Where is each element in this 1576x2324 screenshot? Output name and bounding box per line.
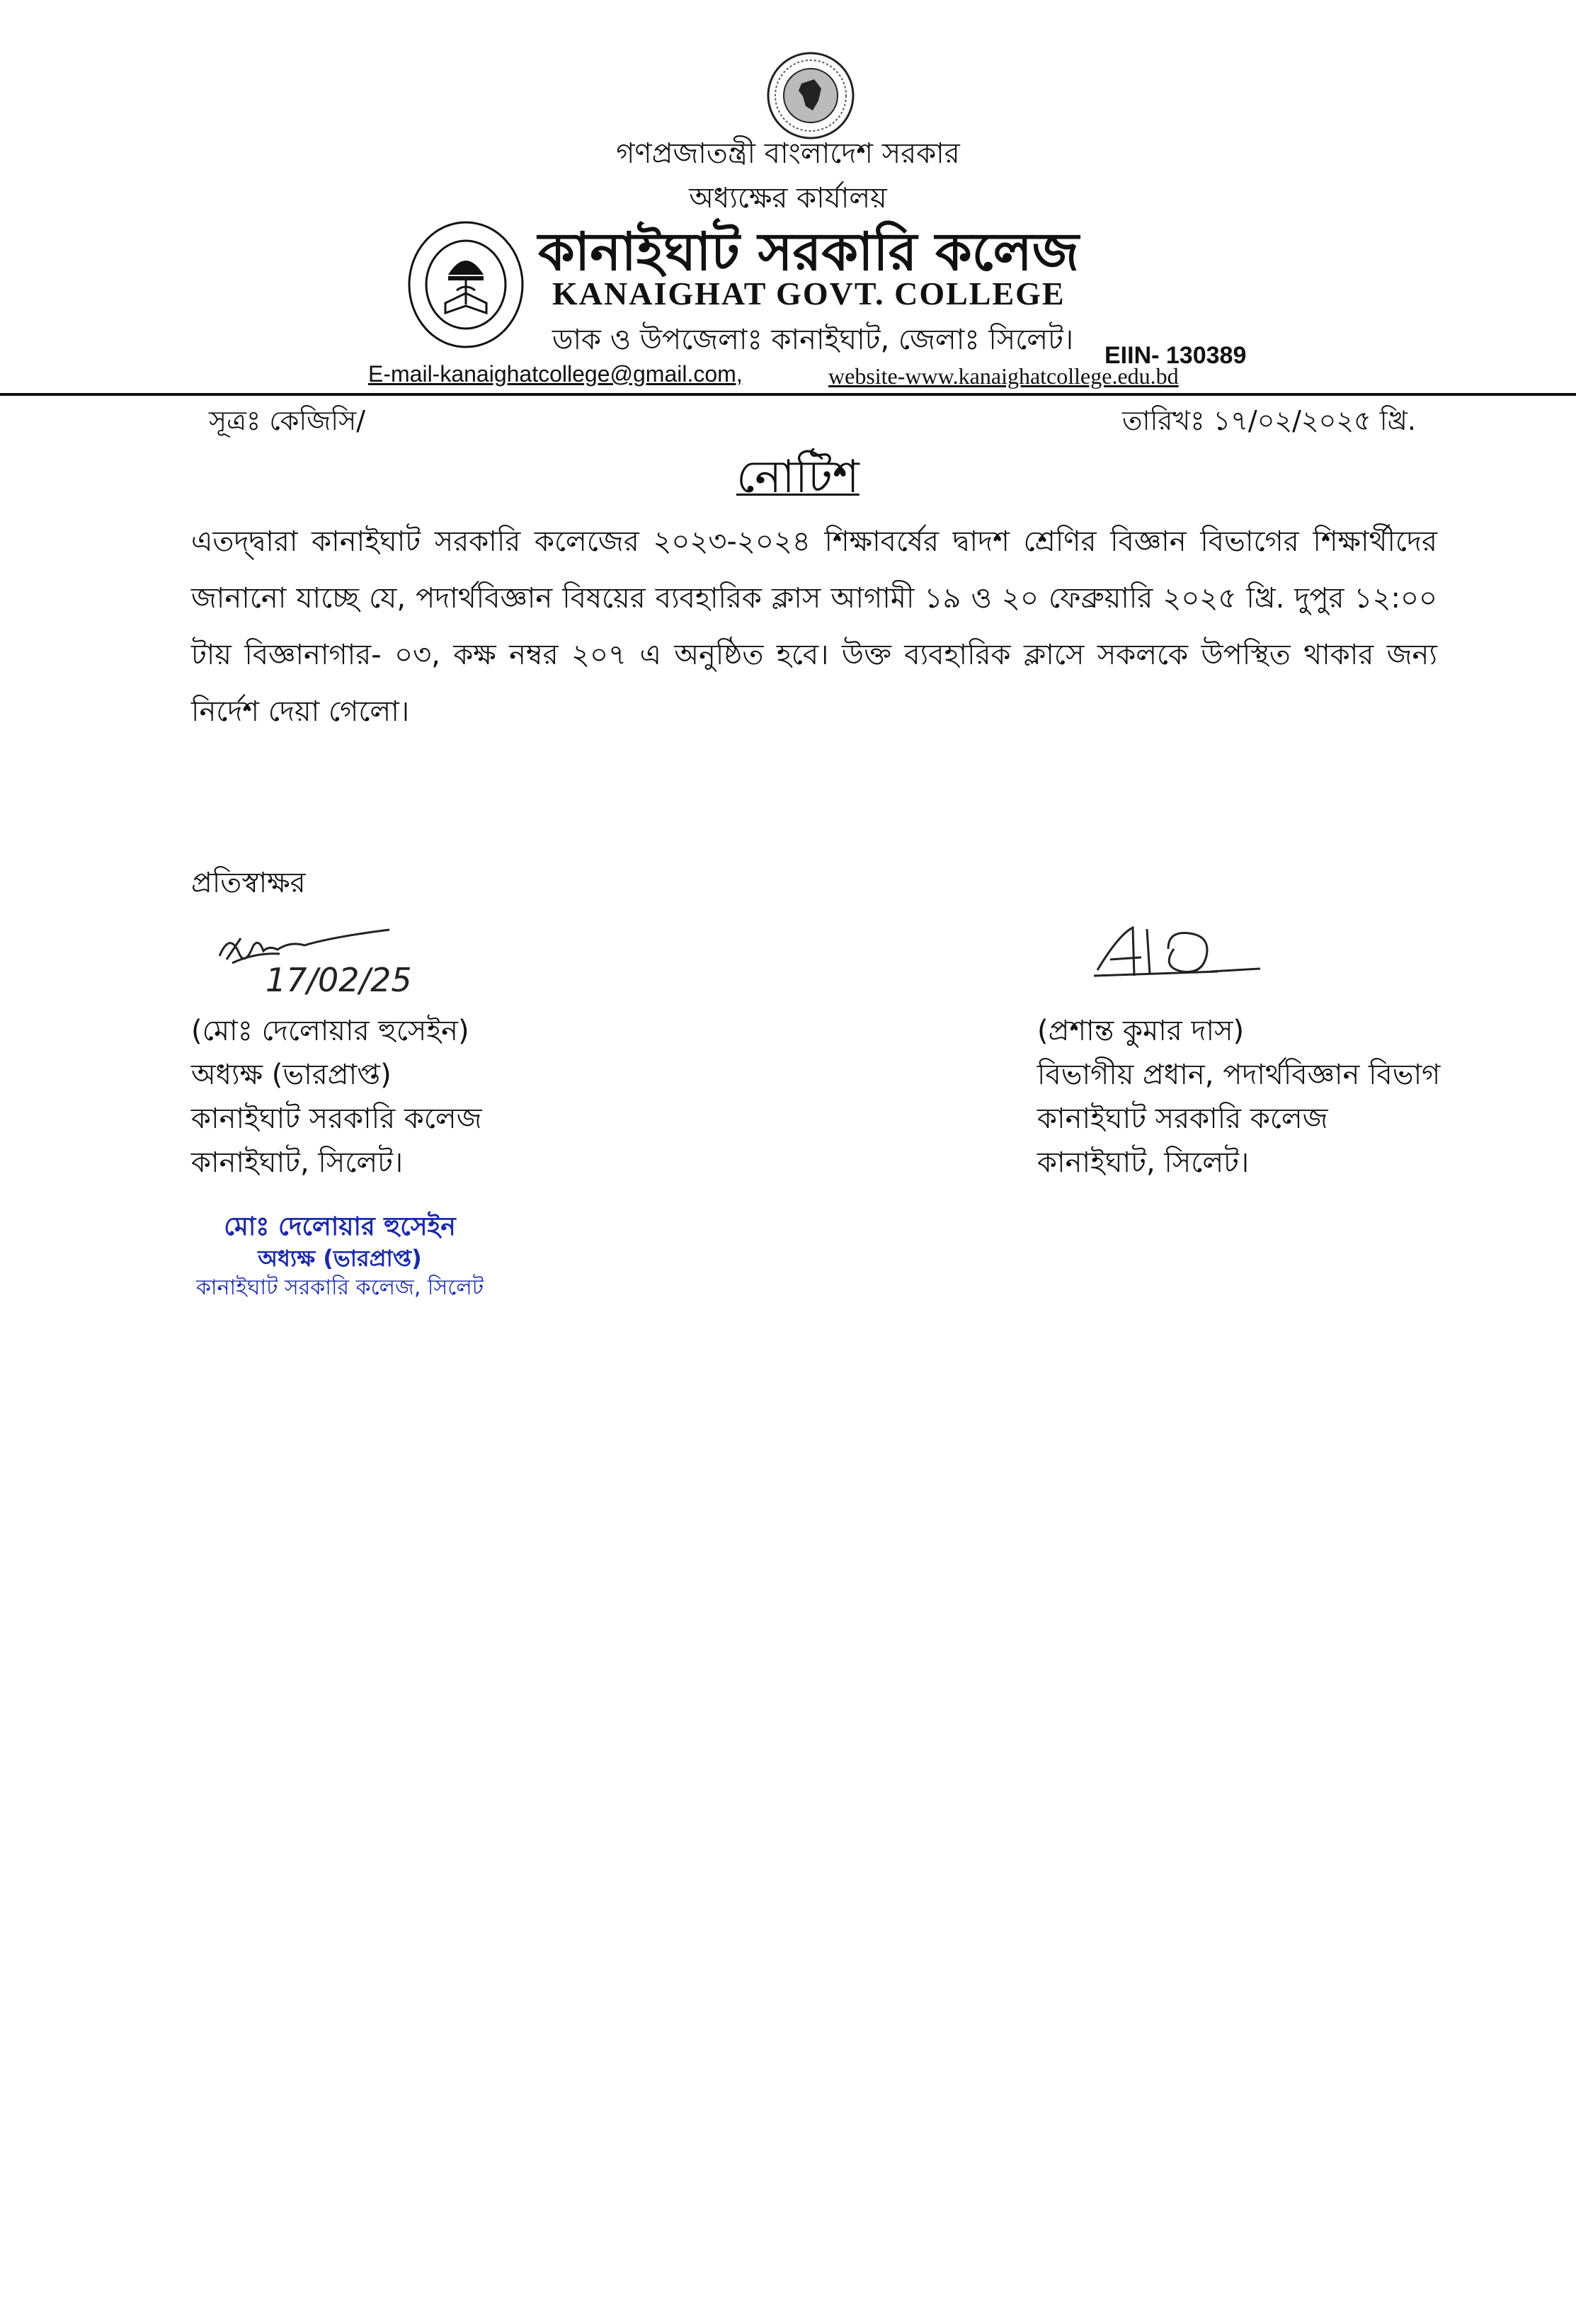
college-address: ডাক ও উপজেলাঃ কানাইঘাট, জেলাঃ সিলেট। — [552, 324, 1074, 356]
principal-stamp — [170, 1211, 510, 1303]
notice-title: নোটিশ — [736, 451, 860, 503]
principal-designation: অধ্যক্ষ (ভারপ্রাপ্ত) — [191, 1059, 392, 1091]
principal-location: কানাইঘাট, সিলেট। — [191, 1146, 404, 1179]
header-divider — [0, 393, 1576, 396]
principal-institution: কানাইঘাট সরকারি কলেজ — [191, 1103, 482, 1135]
head-location: কানাইঘাট, সিলেট। — [1037, 1146, 1250, 1179]
college-name-english: KANAIGHAT GOVT. COLLEGE — [552, 275, 1066, 312]
principal-signature — [212, 917, 439, 1002]
notice-body: এতদ্দ্বারা কানাইঘাট সরকারি কলেজের ২০২৩-২০২৪ শিক্ষাবর্ষের দ্বাদশ শ্রেণির বিজ্ঞান বিভাগের শিক্ষার্থীদের জানানো যাচ্ছে যে, পদার্থবিজ্ঞান বিষয়ের ব্যবহারিক ক্লাস আগামী ১৯ ও ২০ ফেব্রুয়ারি ২০২৫ খ্রি. দুপুর ১২:০০ টায় বিজ্ঞানাগার- ০৩, কক্ষ নম্বর ২০৭ এ অনুষ্ঠিত হবে। উক্ত ব্যবহারিক ক্লাসে সকলকে উপস্থিত থাকার জন্য নির্দেশ দেয়া গেলো। — [191, 525, 1437, 728]
college-logo — [406, 220, 526, 351]
principal-name: (মোঃ দেলোয়ার হুসেইন) — [191, 1015, 469, 1047]
website-link[interactable]: website-www.kanaighatcollege.edu.bd — [828, 363, 1179, 389]
head-name: (প্রশান্ত কুমার দাস) — [1037, 1015, 1245, 1047]
email-link[interactable]: E-mail-kanaighatcollege@gmail.com, — [368, 361, 743, 387]
handwritten-date: 17/02/25 — [265, 961, 412, 999]
notice-date: তারিখঃ ১৭/০২/২০২৫ খ্রি. — [1121, 405, 1416, 436]
stamp-designation: অধ্যক্ষ (ভারপ্রাপ্ত) — [258, 1245, 422, 1272]
stamp-institution: কানাইঘাট সরকারি কলেজ, সিলেট — [195, 1275, 484, 1300]
office-line: অধ্যক্ষের কার্যালয় — [689, 182, 887, 215]
countersign-label: প্রতিস্বাক্ষর — [191, 867, 306, 899]
head-designation: বিভাগীয় প্রধান, পদার্থবিজ্ঞান বিভাগ — [1037, 1059, 1441, 1091]
head-signature — [1090, 921, 1274, 991]
government-emblem — [765, 50, 857, 142]
head-institution: কানাইঘাট সরকারি কলেজ — [1037, 1103, 1328, 1135]
government-line: গণপ্রজাতন্ত্রী বাংলাদেশ সরকার — [616, 137, 960, 170]
college-name-bengali: কানাইঘাট সরকারি কলেজ — [538, 222, 1079, 283]
eiin-number: EIIN- 130389 — [1104, 342, 1247, 369]
reference-number: সূত্রঃ কেজিসি/ — [209, 405, 366, 436]
principal-signature-block — [191, 1009, 482, 1185]
stamp-name: মোঃ দেলোয়ার হুসেইন — [224, 1212, 456, 1241]
head-signature-block — [1037, 1009, 1440, 1185]
